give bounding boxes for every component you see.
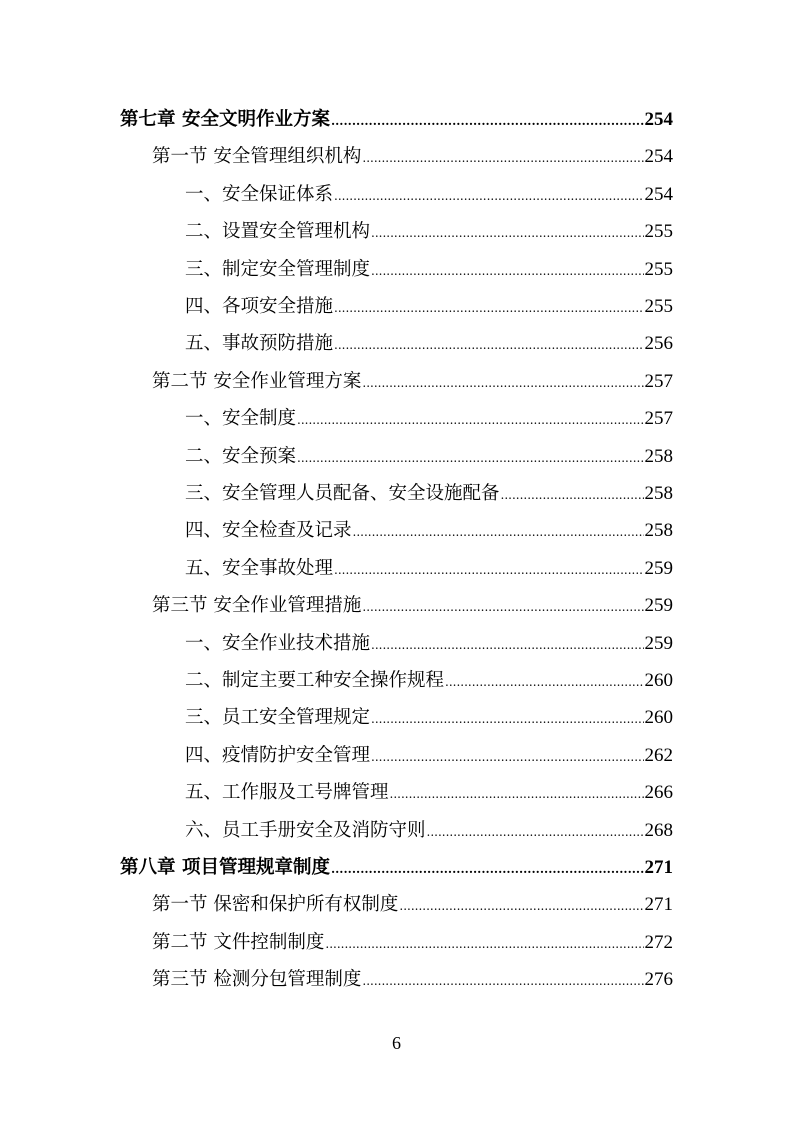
dot-leader bbox=[399, 891, 643, 921]
toc-entry-page: 254 bbox=[644, 109, 673, 130]
toc-entry-title: 一、安全制度 bbox=[185, 408, 297, 430]
toc-entry-title: 六、员工手册安全及消防守则 bbox=[185, 819, 426, 841]
toc-entry-title: 二、设置安全管理机构 bbox=[185, 221, 371, 243]
dot-leader bbox=[371, 630, 643, 660]
toc-entry-page: 266 bbox=[644, 782, 673, 804]
dot-leader bbox=[390, 779, 644, 809]
dot-leader bbox=[331, 106, 644, 136]
toc-entry-page: 255 bbox=[644, 296, 673, 317]
toc-entry-title: 第一节 安全管理组织机构 bbox=[152, 146, 362, 168]
toc-entry[interactable] bbox=[185, 479, 673, 509]
toc-entry-page: 258 bbox=[644, 483, 673, 504]
toc-entry[interactable] bbox=[185, 816, 673, 846]
toc-entry-title: 二、安全预案 bbox=[185, 445, 297, 467]
dot-leader bbox=[331, 854, 644, 884]
toc-entry-title: 第七章 安全文明作业方案 bbox=[120, 109, 330, 130]
toc-entry-page: 260 bbox=[644, 670, 673, 691]
toc-entry-page: 255 bbox=[644, 258, 673, 280]
dot-leader bbox=[334, 330, 643, 360]
dot-leader bbox=[427, 817, 644, 847]
dot-leader bbox=[445, 667, 643, 697]
toc-entry[interactable] bbox=[152, 591, 673, 621]
toc-entry[interactable] bbox=[185, 404, 673, 434]
toc-entry-page: 262 bbox=[644, 744, 673, 766]
toc-entry-title: 第三节 检测分包管理制度 bbox=[152, 969, 362, 991]
toc-entry[interactable] bbox=[185, 703, 673, 733]
toc-entry[interactable] bbox=[185, 442, 673, 472]
dot-leader bbox=[297, 443, 643, 473]
toc-entry-page: 257 bbox=[644, 370, 673, 392]
toc-entry-page: 271 bbox=[644, 857, 673, 878]
dot-leader bbox=[501, 480, 644, 510]
toc-entry[interactable] bbox=[152, 965, 673, 995]
toc-entry-title: 一、安全保证体系 bbox=[185, 183, 334, 205]
dot-leader bbox=[325, 929, 643, 959]
toc-entry[interactable] bbox=[152, 142, 673, 172]
toc-entry[interactable] bbox=[185, 180, 673, 210]
toc-entry-page: 255 bbox=[644, 221, 673, 243]
toc-entry-page: 271 bbox=[644, 894, 673, 916]
toc-entry-title: 第一节 保密和保护所有权制度 bbox=[152, 894, 399, 916]
toc-entry-page: 258 bbox=[644, 445, 673, 467]
toc-entry[interactable] bbox=[185, 255, 673, 285]
dot-leader bbox=[371, 742, 643, 772]
toc-entry-page: 268 bbox=[644, 819, 673, 841]
toc-entry-page: 259 bbox=[644, 595, 673, 617]
dot-leader bbox=[362, 368, 643, 398]
toc-entry[interactable] bbox=[185, 666, 673, 696]
toc-entry[interactable] bbox=[152, 367, 673, 397]
toc-entry-title: 三、员工安全管理规定 bbox=[185, 707, 371, 729]
toc-entry-page: 259 bbox=[644, 557, 673, 579]
toc-entry[interactable] bbox=[185, 778, 673, 808]
toc-entry[interactable] bbox=[120, 853, 673, 883]
dot-leader bbox=[362, 592, 643, 622]
toc-entry-title: 第三节 安全作业管理措施 bbox=[152, 595, 362, 617]
toc-entry-title: 二、制定主要工种安全操作规程 bbox=[185, 670, 445, 691]
toc-entry[interactable] bbox=[152, 928, 673, 958]
dot-leader bbox=[371, 218, 643, 248]
toc-entry[interactable] bbox=[185, 329, 673, 359]
toc-entry-title: 五、工作服及工号牌管理 bbox=[185, 782, 389, 804]
dot-leader bbox=[362, 966, 643, 996]
toc-entry-title: 五、安全事故处理 bbox=[185, 557, 334, 579]
toc-entry-title: 三、制定安全管理制度 bbox=[185, 258, 371, 280]
toc-entry-title: 三、安全管理人员配备、安全设施配备 bbox=[185, 483, 500, 504]
toc-entry-page: 257 bbox=[644, 408, 673, 430]
toc-entry-title: 五、事故预防措施 bbox=[185, 333, 334, 355]
toc-entry-title: 第二节 文件控制制度 bbox=[152, 931, 325, 953]
toc-entry-title: 四、疫情防护安全管理 bbox=[185, 744, 371, 766]
dot-leader bbox=[297, 405, 643, 435]
dot-leader bbox=[334, 293, 643, 323]
toc-entry-title: 一、安全作业技术措施 bbox=[185, 632, 371, 654]
toc-entry-page: 272 bbox=[644, 931, 673, 953]
toc-entry[interactable] bbox=[185, 217, 673, 247]
toc-entry[interactable] bbox=[152, 890, 673, 920]
dot-leader bbox=[334, 181, 643, 211]
toc-entry[interactable] bbox=[120, 105, 673, 135]
toc-entry-page: 260 bbox=[644, 707, 673, 729]
toc-entry-title: 四、各项安全措施 bbox=[185, 296, 334, 317]
dot-leader bbox=[334, 555, 643, 585]
dot-leader bbox=[371, 704, 643, 734]
toc-entry[interactable] bbox=[185, 554, 673, 584]
toc-entry[interactable] bbox=[185, 629, 673, 659]
toc-entry-title: 第二节 安全作业管理方案 bbox=[152, 370, 362, 392]
toc-entry-page: 276 bbox=[644, 969, 673, 991]
dot-leader bbox=[371, 256, 643, 286]
page-number: 6 bbox=[392, 1033, 401, 1053]
dot-leader bbox=[353, 517, 644, 547]
toc-entry-title: 四、安全检查及记录 bbox=[185, 520, 352, 542]
toc-entry-page: 256 bbox=[644, 333, 673, 355]
toc-entry-page: 259 bbox=[644, 632, 673, 654]
toc-entry-page: 254 bbox=[644, 146, 673, 168]
toc-entry-page: 254 bbox=[644, 183, 673, 205]
toc-entry-page: 258 bbox=[644, 520, 673, 542]
dot-leader bbox=[362, 143, 643, 173]
toc-entry[interactable] bbox=[185, 292, 673, 322]
toc-entry[interactable] bbox=[185, 741, 673, 771]
toc-entry-title: 第八章 项目管理规章制度 bbox=[120, 857, 330, 878]
toc-entry[interactable] bbox=[185, 516, 673, 546]
